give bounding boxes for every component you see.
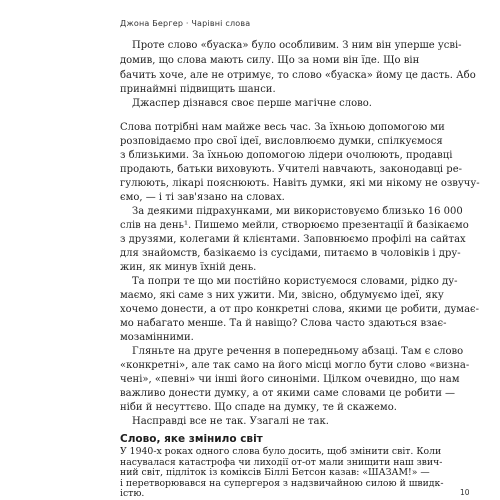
text-line: важливо донести думку, а от якими саме словами це робити — bbox=[120, 388, 456, 399]
text-line: У 1940-х роках одного слова було досить, щоб змінити світ. Коли bbox=[120, 446, 442, 457]
text-line: Слова потрібні нам майже весь час. За їхньою допомогою ми bbox=[120, 122, 445, 133]
text-line: чені», «певні» чи інші його синоніми. Цілком очевидно, що нам bbox=[120, 374, 460, 385]
text-line: гулюють, лікарі пояснюють. Навіть думки, які ми нікому не озвучу- bbox=[120, 178, 480, 189]
text-line: бачить хоче, але не отримує, то слово «буаска» йому це дасть. Або bbox=[120, 70, 476, 81]
text-line: маємо, які саме з них ужити. Ми, звісно, обдумуємо ідеї, яку bbox=[120, 290, 444, 301]
text-line: мо набагато менше. Та й навіщо? Слова часто здаються взає- bbox=[120, 318, 447, 329]
text-line: принаймні підвищить шанси. bbox=[120, 84, 276, 95]
text-line: і перетворювався на супергероя з надзвичайною силою й швидк- bbox=[120, 477, 444, 489]
text-line: слів на день¹. Пишемо мейли, створюємо презентації й базікаємо bbox=[120, 220, 469, 231]
text-line: домив, що слова мають силу. Що за номи він їде. Що він bbox=[120, 55, 420, 66]
text-line: істю. bbox=[120, 488, 145, 499]
text-line: жин, як минув їхній день. bbox=[120, 262, 257, 273]
text-line: продають, батьки виховують. Учителі навчають, законодавці ре- bbox=[120, 164, 462, 175]
text-line: Проте слово «буаска» було особливим. З ним він уперше усві- bbox=[132, 40, 462, 51]
text-line: За деякими підрахунками, ми використовуємо близько 16 000 bbox=[132, 206, 463, 217]
running-head: Джона Бергер · Чарівні слова bbox=[120, 19, 251, 28]
text-line: для знайомств, базікаємо із сусідами, питаємо в чоловіків і дру- bbox=[120, 248, 461, 259]
text-line: Гляньте на друге речення в попередньому абзаці. Там є слово bbox=[132, 346, 464, 357]
text-line: хочемо донести, а от про конкретні слова, якими це робити, думає- bbox=[120, 304, 480, 315]
text-line: «конкретні», але так само на його місці могло бути слово «визна- bbox=[120, 360, 470, 371]
text-line: Та попри те що ми постійно користуємося словами, рідко ду- bbox=[132, 276, 458, 287]
text-line: Джаспер дізнався своє перше магічне слово. bbox=[132, 98, 372, 109]
text-line: ємо, — і ті зав'язано на словах. bbox=[120, 192, 285, 203]
text-line: з друзями, колегами й клієнтами. Заповнюємо профілі на сайтах bbox=[120, 234, 466, 245]
text-line: з близькими. За їхньою допомогою лідери очолюють, продавці bbox=[120, 150, 453, 161]
text-line: Насправді все не так. Узагалі не так. bbox=[132, 416, 329, 427]
text-line: мозамінними. bbox=[120, 332, 194, 343]
page-number: 10 bbox=[460, 488, 470, 497]
section-heading: Слово, яке змінило світ bbox=[120, 433, 263, 445]
text-line: насувалася катастрофа чи лиходії от-от мали знищити наш звич- bbox=[120, 456, 443, 468]
text-line: розповідаємо про свої ідеї, висловлюємо думки, спілкуємося bbox=[120, 136, 443, 147]
text-line: ний світ, підліток із коміксів Біллі Бетсон казав: «ШАЗАМ!» — bbox=[120, 467, 430, 478]
text-line: ніби й несуттєво. Що спаде на думку, те й скажемо. bbox=[120, 402, 397, 413]
